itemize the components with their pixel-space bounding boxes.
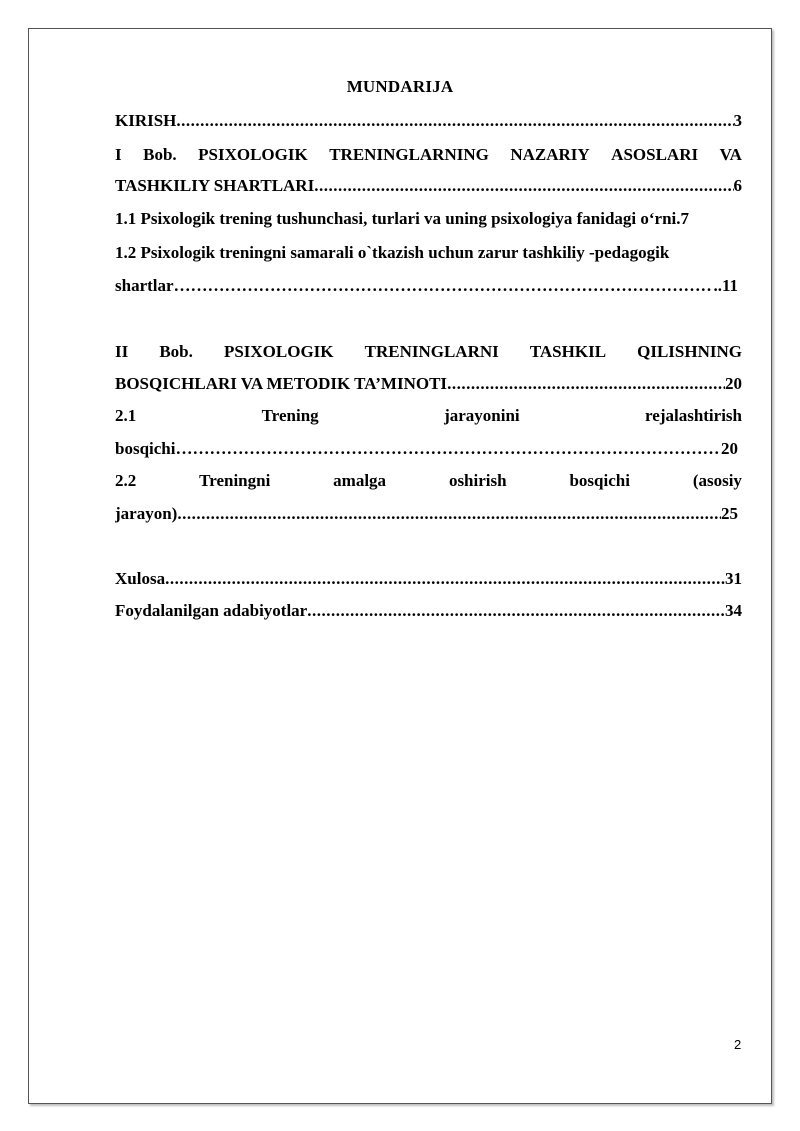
dot-leader [447, 374, 725, 394]
toc-page-number: 20 [725, 374, 742, 393]
toc-page-number: 31 [725, 569, 742, 588]
toc-word: ASOSLARI [611, 145, 699, 164]
toc-word: 2.2 [115, 471, 137, 490]
toc-entry-text: TASHKILIY SHARTLARI [115, 176, 315, 195]
toc-word: Treningni [199, 471, 271, 490]
toc-entry-chapter-2-line1[interactable] [115, 342, 742, 362]
toc-entry-text: KIRISH [115, 111, 177, 130]
toc-entry-chapter-1-line2[interactable] [115, 176, 742, 196]
toc-word: Bob. [159, 342, 193, 361]
toc-page-number: 6 [733, 176, 742, 195]
toc-entry-text: BOSQICHLARI VA METODIK TA’MINOTI [115, 374, 448, 393]
toc-entry-text: 1.1 Psixologik trening tushunchasi, turlari va uning psixologiya fanidagi o‘rni. [115, 209, 681, 228]
dot-leader [176, 111, 733, 131]
toc-page-number: 20 [721, 439, 738, 458]
toc-entry-chapter-2-line2[interactable] [115, 374, 742, 394]
toc-page-number: 34 [725, 601, 742, 620]
toc-word: oshirish [448, 471, 507, 490]
toc-title: MUNDARIJA [346, 77, 454, 96]
toc-entry-chapter-1-line1[interactable] [115, 145, 742, 165]
toc-word: TRENINGLARNING [329, 145, 489, 164]
toc-entry-text: shartlar [115, 276, 174, 295]
toc-word: NAZARIY [510, 145, 590, 164]
toc-entry-2-2-line2[interactable] [115, 504, 742, 524]
toc-entry-text: bosqichi [115, 439, 176, 458]
toc-entry-1-1[interactable] [115, 209, 752, 229]
toc-word: (asosiy [692, 471, 742, 490]
dot-leader [177, 504, 721, 524]
page-number: 2 [734, 1037, 742, 1052]
toc-entry-text: Xulosa [115, 569, 166, 588]
dot-leader [314, 176, 733, 196]
dot-leader [175, 439, 721, 459]
toc-word: TRENINGLARNI [364, 342, 499, 361]
toc-entry-xulosa[interactable] [115, 569, 742, 589]
toc-entry-text: jarayon) [115, 504, 178, 523]
toc-page-number: 3 [733, 111, 742, 130]
toc-word: jarayonini [444, 406, 520, 425]
toc-word: PSIXOLOGIK [223, 342, 334, 361]
toc-entry-1-2-line1[interactable] [115, 243, 742, 263]
toc-word: II [115, 342, 129, 361]
toc-word: bosqichi [569, 471, 630, 490]
toc-entry-2-1-line1[interactable] [115, 406, 742, 426]
toc-page-number: 7 [680, 209, 690, 228]
toc-word: Bob. [143, 145, 177, 164]
toc-word: rejalashtirish [645, 406, 742, 425]
dot-leader [165, 569, 725, 589]
toc-entry-1-2-line2[interactable] [115, 276, 742, 296]
toc-word: TASHKIL [529, 342, 607, 361]
toc-word: amalga [333, 471, 387, 490]
toc-word: PSIXOLOGIK [198, 145, 308, 164]
toc-entry-2-1-line2[interactable] [115, 439, 742, 459]
toc-entry-text: Foydalanilgan adabiyotlar [115, 601, 308, 620]
toc-entry-kirish[interactable] [115, 111, 742, 131]
toc-page-number: ..11 [713, 276, 738, 295]
toc-page-number: 25 [721, 504, 738, 523]
toc-word: I [115, 145, 122, 164]
toc-word: Trening [261, 406, 319, 425]
toc-word: VA [719, 145, 742, 164]
toc-entry-text: 1.2 Psixologik treningni samarali o`tkazish uchun zarur tashkiliy -pedagogik [115, 243, 670, 262]
dot-leader [307, 601, 725, 621]
dot-leader [174, 276, 714, 296]
toc-word: QILISHNING [637, 342, 742, 361]
toc-entry-references[interactable] [115, 601, 742, 621]
toc-entry-2-2-line1[interactable] [115, 471, 742, 491]
toc-word: 2.1 [115, 406, 137, 425]
